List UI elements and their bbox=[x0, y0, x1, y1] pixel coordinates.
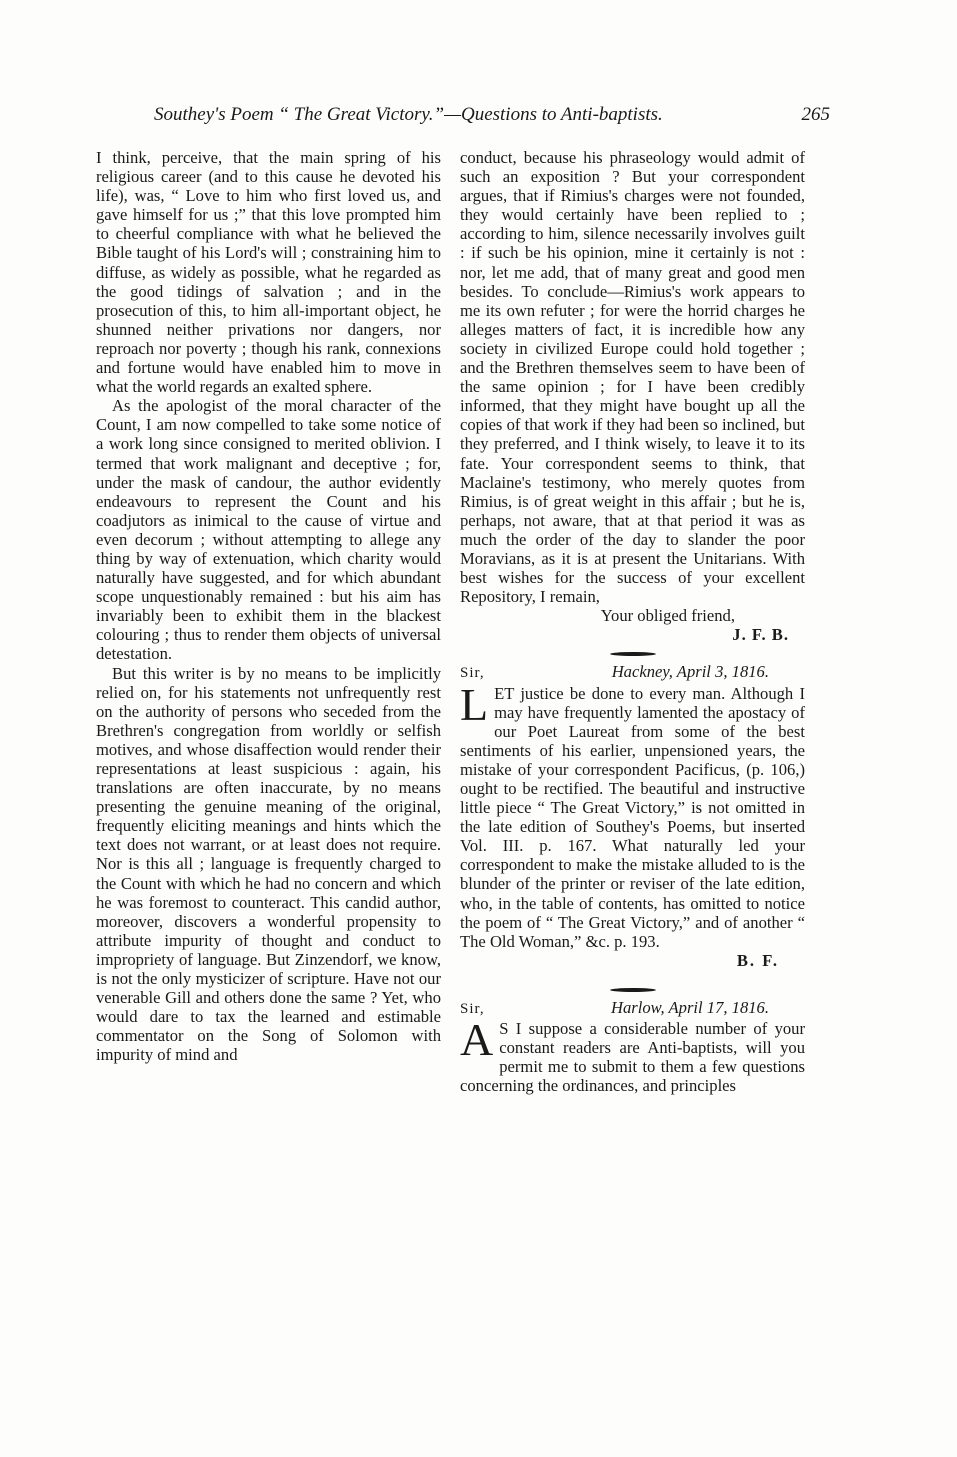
left-paragraph-1: I think, perceive, that the main spring of his religious career (and to this cause he devoted his life), was, “ Love to him who first loved us, and gave himself for us ;” that this love prompted him to cheerful compliance with what he believed the Bible taught of his Lord's will ; constraining him to diffuse, as widely as possible, what he regarded as the good tidings of salvation ; and in the prosecution of this, to him all-important object, he shunned neither privations nor dangers, nor reproach nor poverty ; though his rank, connexions and fortune would have enabled him to move in what the world regards an exalted sphere. bbox=[96, 148, 441, 397]
letter-3-dropcap: A bbox=[460, 1014, 494, 1066]
running-header bbox=[140, 104, 830, 134]
letter-2-dropcap: L bbox=[460, 678, 489, 730]
left-paragraph-2: As the apologist of the moral character of the Count, I am now compelled to take some notice of a work long since consigned to merited oblivion. I termed that work malignant and deceptive ; for, under the mask of candour, the author evidently endeavours to represent the Count and his coadjutors as inimical to the cause of virtue and even decorum ; without attempting to allege any thing by way of extenuation, which charity would naturally have suggested, and for which abundant scope unquestionably remained : but his aim has invariably been to exhibit them in the blackest colouring ; thus to render them objects of universal detestation. bbox=[96, 396, 441, 664]
left-column bbox=[96, 148, 441, 1065]
letter-2-body: ET justice be done to every man. Although I may have frequently lamented the apostacy of our Poet Laureat from some of the best sentiments of his earlier, unpensioned years, the mistake of your correspondent Pacificus, (p. 106,) ought to be rectified. The beautiful and instructive little piece “ The Great Victory,” is not omitted in the late edition of Southey's Poems, but inserted Vol. III. p. 167. What naturally led your correspondent to make the mistake alluded to is the blunder of the printer or reviser of the late edition, who, in the table of contents, has omitted to notice the poem of “ The Great Victory,” and of another “ The Old Woman,” &c. p. 193. bbox=[460, 683, 805, 951]
letter-3-date: Harlow, April 17, 1816. bbox=[611, 997, 769, 1017]
section-divider bbox=[460, 648, 805, 660]
running-title: Southey's Poem “ The Great Victory.”—Questions to Anti-baptists. bbox=[154, 104, 663, 125]
letter-2-date: Hackney, April 3, 1816. bbox=[611, 662, 769, 682]
letter-2-salutation bbox=[460, 662, 805, 683]
left-paragraph-3: But this writer is by no means to be implicitly relied on, for his statements not unfrequently rest on the authority of persons who seceded from the Brethren's congregation from worldly or selfish motives, and whose disaffection would render their representations at least suspicious : again, his translations are often inaccurate, by no means presenting the genuine meaning of the original, frequently eliciting meanings and hints which the text does not warrant, or at least does not require. Nor is this all ; language is frequently charged to the Count with which he had no concern and which he was foremost to counteract. This candid author, moreover, discovers a wonderful propensity to attribute impurity of thought and conduct to impropriety of language. But Zinzendorf, we know, is not the only mysticizer of scripture. Have not our venerable Gill and others done the same ? Yet, who would dare to tax the learned and estimable commentator on the Song of Solomon with impurity of mind and bbox=[96, 663, 441, 1065]
closing-line: Your obliged friend, bbox=[600, 606, 735, 626]
letter-3-sir: Sir, bbox=[460, 1000, 485, 1017]
right-paragraph-1: conduct, because his phraseology would admit of such an exposition ? But your correspondent argues, that if Rimius's charges were not founded, they would certainly have been replied to ; according to him, silence necessarily involves guilt : if such be his opinion, mine it certainly is not : nor, let me add, that of many great and good men besides. To conclude—Rimius's work appears to me its own refuter ; for were the horrid charges he alleges matters of fact, it is incredible how any society in civilized Europe could hold together ; and the Brethren themselves seem to have been of the same opinion ; for I have been credibly informed, that they might have bought up all the copies of that work if they had been so inclined, but they preferred, and I think wisely, to leave it to its fate. Your correspondent seems to think, that Maclaine's testimony, who merely quotes from Rimius, is of great weight in this affair ; but he is, perhaps, not aware, that at that period it was as much the order of the day to slander the poor Moravians, as it is at present the Unitarians. With best wishes for the success of your excellent Repository, I remain, bbox=[460, 148, 805, 607]
letter-3-salutation bbox=[460, 998, 805, 1019]
letter-2-sir: Sir, bbox=[460, 665, 485, 682]
page-number: 265 bbox=[801, 104, 830, 125]
letter-3-body: S I suppose a considerable number of your constant readers are Anti-baptists, will you permit me to submit to them a few questions concerning the ordinances, and principles bbox=[460, 1019, 805, 1096]
right-column bbox=[460, 148, 805, 1095]
letter-2-body-paragraph bbox=[460, 678, 805, 951]
signature-bf: B. F. bbox=[736, 950, 779, 970]
signature-jfb: J. F. B. bbox=[732, 625, 789, 645]
letter-3-body-paragraph bbox=[460, 1014, 805, 1096]
section-divider-2 bbox=[460, 984, 805, 996]
